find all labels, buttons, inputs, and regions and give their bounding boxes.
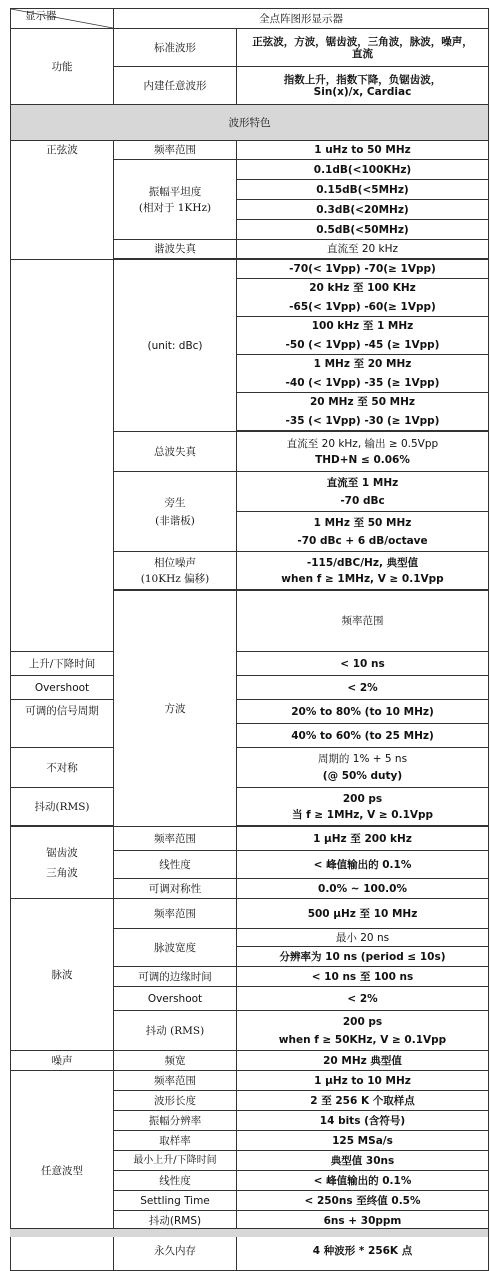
sine-flat-ref: (相对于 1KHz) (138, 201, 212, 214)
square-jit-line2: 当 f ≥ 1MHz, V ≥ 0.1Vpp (291, 808, 434, 821)
pulse-freq-name: 频率范围 (114, 899, 237, 929)
arb-row-name: 振幅分辨率 (114, 1111, 237, 1131)
function-builtin-line1: 指数上升，指数下降，负锯齿波， (283, 73, 442, 86)
square-asym-line1: 周期的 1% + 5 ns (317, 753, 408, 765)
spur-range-1: 直流至 1 MHz (326, 476, 399, 489)
section-title: 波形特色 (11, 105, 489, 141)
spec-table (10, 8, 489, 1271)
arb-row-value: 4 种波形 * 256K 点 (237, 1231, 489, 1271)
arb-row-name: 线性度 (114, 1171, 237, 1191)
harm-range-2: 20 kHz 至 100 KHz (309, 282, 416, 294)
arb-row-value: < 250ns 至终值 0.5% (237, 1191, 489, 1211)
square-over-name: Overshoot (11, 676, 114, 700)
harm-range-3: 100 kHz 至 1 MHz (311, 320, 414, 332)
sine-blank-left (11, 260, 114, 652)
pulse-jit-line1: 200 ps (342, 1015, 383, 1028)
pulse-freq-value: 500 µHz 至 10 MHz (237, 899, 489, 929)
square-duty-value-1: 20% to 80% (to 10 MHz) (237, 700, 489, 724)
arb-row-value: 典型值 30ns (237, 1151, 489, 1171)
header-row (11, 9, 489, 29)
phase-line1: -115/dBC/Hz, 典型值 (306, 556, 419, 569)
ramp-lin-value: < 峰值输出的 0.1% (237, 851, 489, 879)
sine-flat-value-3: 0.3dB(<20MHz) (237, 200, 489, 220)
arb-row-name: 最小上升/下降时间 (114, 1151, 237, 1171)
harm-range-5: 20 MHz 至 50 MHz (309, 396, 416, 408)
noise-bw-value: 20 MHz 典型值 (237, 1051, 489, 1071)
thd-line2: THD+N ≤ 0.06% (315, 453, 410, 466)
arb-row-value: 6ns + 30ppm (237, 1211, 489, 1231)
pulse-width-value-1: 最小 20 ns (237, 929, 489, 947)
arb-row-name: 取样率 (114, 1131, 237, 1151)
function-standard-name: 标准波形 (114, 29, 237, 67)
square-rise-name: 上升/下降时间 (11, 652, 114, 676)
pulse-over-value: < 2% (237, 987, 489, 1011)
arb-row-value: < 峰值输出的 0.1% (237, 1171, 489, 1191)
square-duty-value-2: 40% to 60% (to 25 MHz) (237, 724, 489, 748)
arb-row-name: 抖动(RMS) (114, 1211, 237, 1231)
phase-name: 相位噪声 (154, 556, 196, 569)
pulse-edge-value: < 10 ns 至 100 ns (237, 967, 489, 987)
header-diagonal-cell (11, 9, 114, 29)
ramp-lin-name: 线性度 (114, 851, 237, 879)
noise-label: 噪声 (11, 1051, 114, 1071)
function-builtin-name: 内建任意波形 (114, 67, 237, 105)
sine-flat-value-1: 0.1dB(<100KHz) (237, 160, 489, 180)
harm-value-4: -40 (< 1Vpp) -35 (≥ 1Vpp) (285, 377, 440, 389)
ramp-sym-value: 0.0% ~ 100.0% (237, 879, 489, 899)
arb-label: 任意波型 (11, 1071, 114, 1271)
pulse-jit-name: 抖动 (RMS) (114, 1011, 237, 1051)
sine-flat-name: 振幅平坦度 (148, 185, 202, 198)
square-freq-name: 频率范围 (237, 591, 489, 652)
arb-row-value: 1 µHz to 10 MHz (237, 1071, 489, 1091)
sine-harm-range: 直流至 20 kHz (326, 243, 399, 255)
function-standard-line2: 直流 (352, 47, 373, 60)
ramp-label-1: 锯齿波 (46, 846, 78, 859)
sine-label: 正弦波 (11, 141, 114, 260)
arb-row-name: 频率范围 (114, 1071, 237, 1091)
pulse-over-name: Overshoot (114, 987, 237, 1011)
ramp-freq-value: 1 µHz 至 200 kHz (237, 827, 489, 851)
header-display-label: 显示器 (25, 10, 57, 22)
arb-row-name: 波形长度 (114, 1091, 237, 1111)
square-jit-line1: 200 ps (342, 792, 383, 805)
sine-harm-name: 谐波失真 (114, 240, 237, 259)
harm-range-4: 1 MHz 至 20 MHz (313, 358, 412, 370)
square-over-value: < 2% (237, 676, 489, 700)
phase-sub: (10KHz 偏移) (140, 572, 210, 585)
sine-harm-value (237, 240, 489, 259)
noise-bw-name: 频宽 (114, 1051, 237, 1071)
spur-value-1: -70 dBc (340, 494, 385, 507)
pulse-jit-line2: when f ≥ 50KHz, V ≥ 0.1Vpp (278, 1033, 447, 1046)
square-label: 方波 (114, 591, 237, 827)
header-display-value: 全点阵图形显示器 (114, 9, 489, 29)
pulse-width-value-2: 分辨率为 10 ns (period ≤ 10s) (237, 947, 489, 967)
arb-row-value: 14 bits (含符号) (237, 1111, 489, 1131)
arb-row-name: Settling Time (114, 1191, 237, 1211)
square-rise-value: < 10 ns (237, 652, 489, 676)
pulse-edge-name: 可调的边缘时间 (114, 967, 237, 987)
arb-row-value: 125 MSa/s (237, 1131, 489, 1151)
harm-value-5: -35 (< 1Vpp) -30 (≥ 1Vpp) (285, 415, 440, 427)
square-duty-name: 可调的信号周期 (11, 700, 114, 748)
function-standard-line1: 正弦波，方波，锯齿波，三角波，脉波，噪声， (252, 35, 473, 48)
square-asym-line2: (@ 50% duty) (322, 770, 403, 782)
harm-unit: (unit: dBc) (114, 260, 237, 432)
spur-range-2: 1 MHz 至 50 MHz (313, 516, 412, 529)
harm-value-3: -50 (< 1Vpp) -45 (≥ 1Vpp) (285, 339, 440, 351)
square-jit-name: 抖动(RMS) (11, 788, 114, 826)
pulse-label: 脉波 (11, 899, 114, 1051)
arb-row-name: 永久内存 (114, 1231, 237, 1271)
function-label: 功能 (11, 29, 114, 105)
spur-value-2: -70 dBc + 6 dB/octave (297, 534, 428, 547)
ramp-freq-name: 频率范围 (114, 827, 237, 851)
phase-line2: when f ≥ 1MHz, V ≥ 0.1Vpp (281, 572, 444, 585)
arb-row-value: 2 至 256 K 个取样点 (237, 1091, 489, 1111)
sine-flat-value-2: 0.15dB(<5MHz) (237, 180, 489, 200)
square-asym-name: 不对称 (11, 748, 114, 788)
ramp-label-2: 三角波 (46, 866, 78, 879)
spur-name: 旁生 (164, 496, 186, 509)
harm-value-2: -65(< 1Vpp) -60(≥ 1Vpp) (289, 301, 436, 313)
pulse-width-name: 脉波宽度 (114, 929, 237, 967)
harm-value-1: -70(< 1Vpp) -70(≥ 1Vpp) (237, 260, 489, 279)
ramp-sym-name: 可调对称性 (114, 879, 237, 899)
spur-sub: (非谐板) (155, 514, 195, 527)
function-builtin-line2: Sin(x)/x, Cardiac (313, 85, 412, 98)
sine-freq-value: 1 uHz to 50 MHz (237, 141, 489, 160)
sine-freq-name: 频率范围 (114, 141, 237, 160)
thd-line1: 直流至 20 kHz, 输出 ≥ 0.5Vpp (286, 437, 439, 450)
sine-flat-value-4: 0.5dB(<50MHz) (237, 220, 489, 240)
thd-name: 总波失真 (114, 432, 237, 472)
